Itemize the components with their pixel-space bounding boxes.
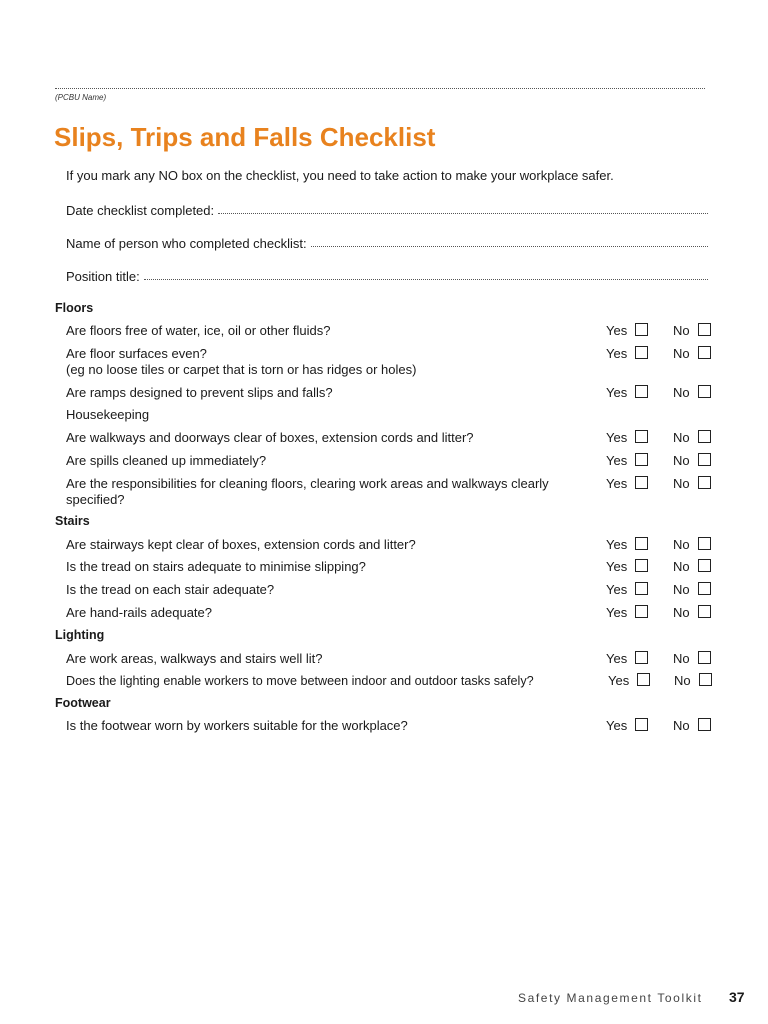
position-field[interactable]: [66, 266, 708, 284]
yes-label: Yes: [606, 718, 628, 733]
question-note: (eg no loose tiles or carpet that is torn or has ridges or holes): [66, 362, 417, 377]
no-checkbox[interactable]: [698, 453, 711, 466]
question-text: Are spills cleaned up immediately?: [66, 453, 267, 468]
yes-label: Yes: [606, 582, 628, 597]
no-label: No: [673, 582, 690, 597]
no-label: No: [673, 453, 690, 468]
no-checkbox[interactable]: [698, 582, 711, 595]
question-text: Are floors free of water, ice, oil or other fluids?: [66, 323, 331, 338]
intro-text: If you mark any NO box on the checklist, you need to take action to make your workplace safer.: [66, 168, 614, 183]
no-checkbox[interactable]: [698, 323, 711, 336]
no-checkbox[interactable]: [698, 537, 711, 550]
no-label: No: [673, 385, 690, 400]
question-text: Is the footwear worn by workers suitable for the workplace?: [66, 718, 408, 733]
no-label: No: [673, 430, 690, 445]
question-text: Are the responsibilities for cleaning floors, clearing work areas and walkways clearly specified?: [66, 476, 549, 507]
name-field-label: Name of person who completed checklist:: [66, 236, 307, 251]
yes-checkbox[interactable]: [635, 430, 648, 443]
no-checkbox[interactable]: [699, 673, 712, 686]
yes-checkbox[interactable]: [635, 537, 648, 550]
page-number: 37: [729, 989, 745, 1005]
question-text: Does the lighting enable workers to move between indoor and outdoor tasks safely?: [66, 674, 534, 688]
no-label: No: [673, 718, 690, 733]
yes-label: Yes: [606, 323, 628, 338]
question-text: Is the tread on stairs adequate to minimise slipping?: [66, 559, 366, 574]
no-label: No: [673, 346, 690, 361]
yes-checkbox[interactable]: [635, 323, 648, 336]
no-checkbox[interactable]: [698, 718, 711, 731]
no-checkbox[interactable]: [698, 385, 711, 398]
section-footwear: Footwear: [55, 696, 111, 710]
question-text: Are walkways and doorways clear of boxes, extension cords and litter?: [66, 430, 474, 445]
section-floors: Floors: [55, 301, 94, 315]
no-label: No: [673, 651, 690, 666]
yes-checkbox[interactable]: [635, 605, 648, 618]
yes-checkbox[interactable]: [637, 673, 650, 686]
yes-label: Yes: [606, 537, 628, 552]
yes-label: Yes: [608, 673, 630, 688]
no-label: No: [673, 537, 690, 552]
no-label: No: [674, 673, 691, 688]
no-checkbox[interactable]: [698, 430, 711, 443]
name-field[interactable]: [66, 233, 708, 251]
no-label: No: [673, 605, 690, 620]
question-text: Are ramps designed to prevent slips and falls?: [66, 385, 333, 400]
yes-checkbox[interactable]: [635, 718, 648, 731]
no-checkbox[interactable]: [698, 346, 711, 359]
pcbu-name-line[interactable]: [55, 80, 705, 89]
yes-label: Yes: [606, 559, 628, 574]
yes-label: Yes: [606, 453, 628, 468]
date-field-line[interactable]: [218, 212, 708, 214]
yes-checkbox[interactable]: [635, 582, 648, 595]
question-text: Are work areas, walkways and stairs well lit?: [66, 651, 323, 666]
yes-label: Yes: [606, 605, 628, 620]
yes-label: Yes: [606, 346, 628, 361]
yes-checkbox[interactable]: [635, 346, 648, 359]
question-text: Are stairways kept clear of boxes, extension cords and litter?: [66, 537, 416, 552]
yes-label: Yes: [606, 430, 628, 445]
no-checkbox[interactable]: [698, 605, 711, 618]
question-text: Are floor surfaces even?: [66, 346, 207, 361]
yes-checkbox[interactable]: [635, 559, 648, 572]
position-field-line[interactable]: [144, 278, 708, 280]
yes-checkbox[interactable]: [635, 651, 648, 664]
yes-checkbox[interactable]: [635, 385, 648, 398]
no-label: No: [673, 476, 690, 491]
yes-label: Yes: [606, 385, 628, 400]
no-label: No: [673, 559, 690, 574]
subheading-housekeeping: Housekeeping: [66, 407, 150, 422]
date-field[interactable]: [66, 200, 708, 218]
footer-title: Safety Management Toolkit: [518, 991, 703, 1005]
pcbu-name-label: (PCBU Name): [55, 93, 107, 102]
yes-checkbox[interactable]: [635, 476, 648, 489]
section-stairs: Stairs: [55, 514, 90, 528]
position-field-label: Position title:: [66, 269, 140, 284]
name-field-line[interactable]: [311, 245, 708, 247]
question-text: Is the tread on each stair adequate?: [66, 582, 275, 597]
no-label: No: [673, 323, 690, 338]
yes-label: Yes: [606, 651, 628, 666]
no-checkbox[interactable]: [698, 476, 711, 489]
no-checkbox[interactable]: [698, 559, 711, 572]
section-lighting: Lighting: [55, 628, 105, 642]
yes-checkbox[interactable]: [635, 453, 648, 466]
page-title: Slips, Trips and Falls Checklist: [54, 122, 436, 152]
question-text: Are hand-rails adequate?: [66, 605, 212, 620]
no-checkbox[interactable]: [698, 651, 711, 664]
date-field-label: Date checklist completed:: [66, 203, 215, 218]
yes-label: Yes: [606, 476, 628, 491]
